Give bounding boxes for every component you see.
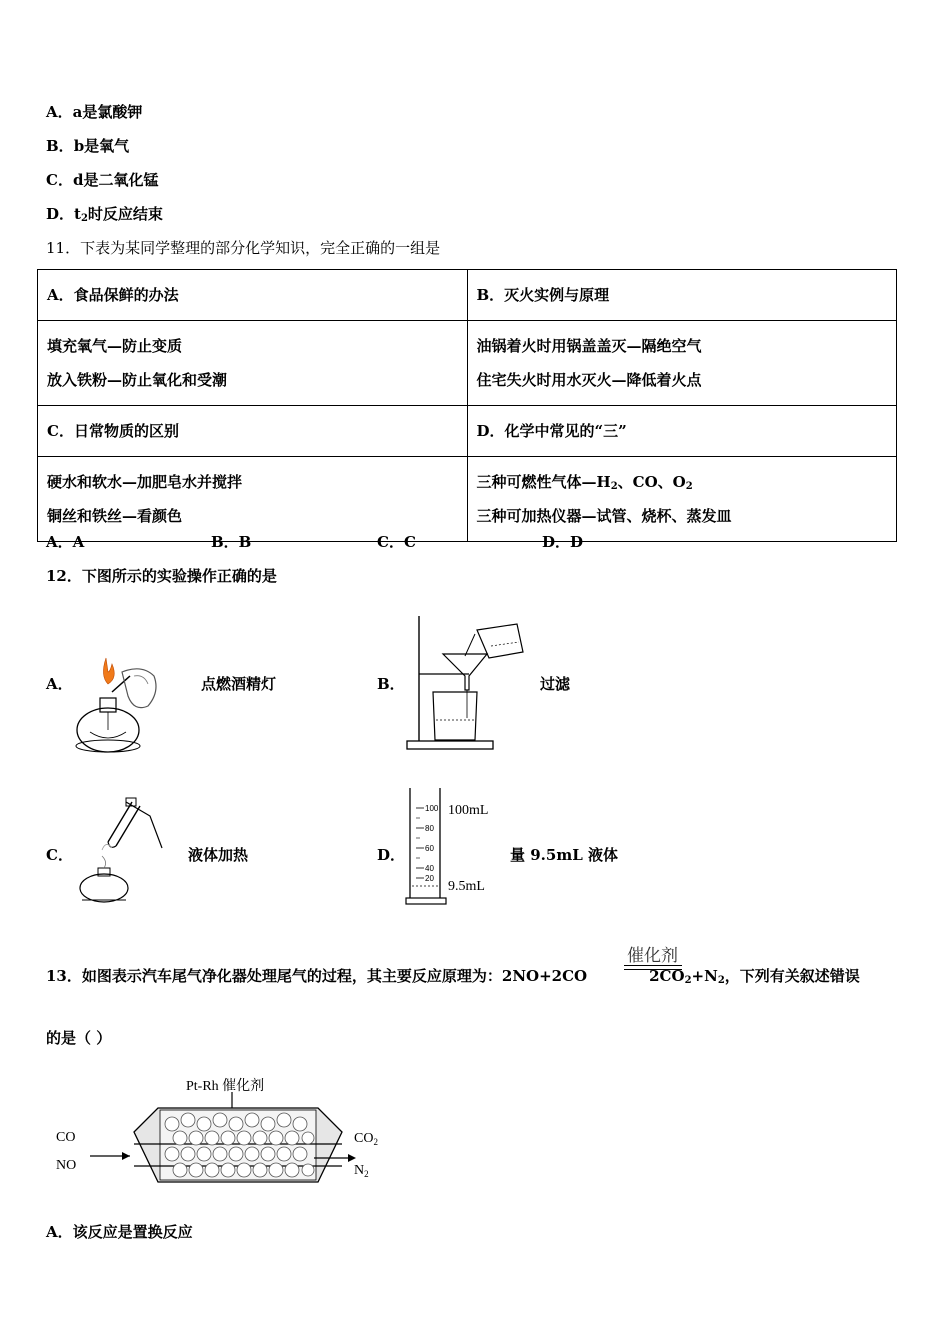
q12-option-b-letter[interactable]: B． (377, 675, 405, 693)
q12-option-c-letter[interactable]: C． (46, 846, 73, 864)
cell-a-body: 填充氧气—防止变质 放入铁粉—防止氧化和受潮 (38, 321, 468, 406)
q12-option-c-label: 液体加热 (188, 846, 249, 864)
cylinder-top-label: 100mL (448, 803, 489, 818)
cell-b-title: B．灭火实例与原理 (467, 270, 897, 321)
input-no-label: NO (56, 1158, 77, 1173)
cell-b-body: 油锅着火时用锅盖盖灭—隔绝空气 住宅失火时用水灭火—降低着火点 (467, 321, 897, 406)
q12-option-d-letter[interactable]: D． (377, 846, 406, 864)
tick-label: 40 (425, 864, 434, 873)
q13-option-a[interactable]: A．该反应是置换反应 (46, 1223, 193, 1241)
q10-option-a[interactable]: A．a是氯酸钾 (46, 103, 143, 121)
q10-option-c[interactable]: C．d是二氧化锰 (46, 171, 159, 189)
output-n2-label: $N_2$ (354, 1163, 369, 1179)
q11-knowledge-table (37, 269, 897, 542)
input-co-label: CO (56, 1130, 76, 1145)
q12-option-a-label: 点燃酒精灯 (201, 675, 277, 693)
reaction-arrow-double-line (624, 965, 682, 970)
cell-c-body: 硬水和软水—加肥皂水并搅拌 铜丝和铁丝—看颜色 (38, 457, 468, 542)
q11-answer-a[interactable]: A．A (46, 533, 85, 551)
q12-option-d-label: 量 9.5mL 液体 (510, 846, 618, 864)
tick-label: 60 (425, 844, 434, 853)
cell-a-title: A．食品保鲜的办法 (38, 270, 468, 321)
q11-answer-c[interactable]: C．C (377, 533, 416, 551)
q12-option-b-label: 过滤 (540, 675, 571, 693)
q11-answer-b[interactable]: B．B (211, 533, 252, 551)
catalyst-diagram-label: Pt-Rh 催化剂 (186, 1079, 265, 1094)
cylinder-bottom-label: 9.5mL (448, 879, 485, 894)
q10-option-d[interactable]: D．$t_2$时反应结束 (46, 205, 163, 224)
alcohol-lamp-lighting-figure (72, 652, 172, 758)
tick-label: 20 (425, 874, 434, 883)
q12-option-a-letter[interactable]: A． (46, 675, 73, 693)
tick-label: 100 (425, 804, 439, 813)
graduated-cylinder-figure (404, 786, 504, 910)
q12-stem: 12．下图所示的实验操作正确的是 (46, 567, 277, 585)
q11-stem: 11．下表为某同学整理的部分化学知识，完全正确的一组是 (46, 239, 441, 257)
cell-d-body: 三种可燃性气体$—H_2$、CO、$O_2$ 三种可加热仪器—试管、烧杯、蒸发皿 (467, 457, 897, 542)
tick-label: 80 (425, 824, 434, 833)
filtration-figure (405, 610, 530, 755)
cell-d-title: D．化学中常见的“三” (467, 406, 897, 457)
output-co2-label: $CO_2$ (354, 1131, 378, 1147)
q13-stem: 13．如图表示汽车尾气净化器处理尾气的过程，其主要反应原理为：2NO+2CO $2CO_2+N_2$，下列有关叙述错误 (46, 967, 860, 986)
q10-option-b[interactable]: B．b是氧气 (46, 137, 130, 155)
q13-stem-line2: 的是（ ） (46, 1029, 112, 1047)
exhaust-purifier-figure (50, 1072, 390, 1202)
catalyst-label: 催化剂 (627, 946, 678, 966)
q11-answer-d[interactable]: D．D (542, 533, 584, 551)
liquid-heating-figure (72, 796, 184, 908)
cell-c-title: C．日常物质的区别 (38, 406, 468, 457)
